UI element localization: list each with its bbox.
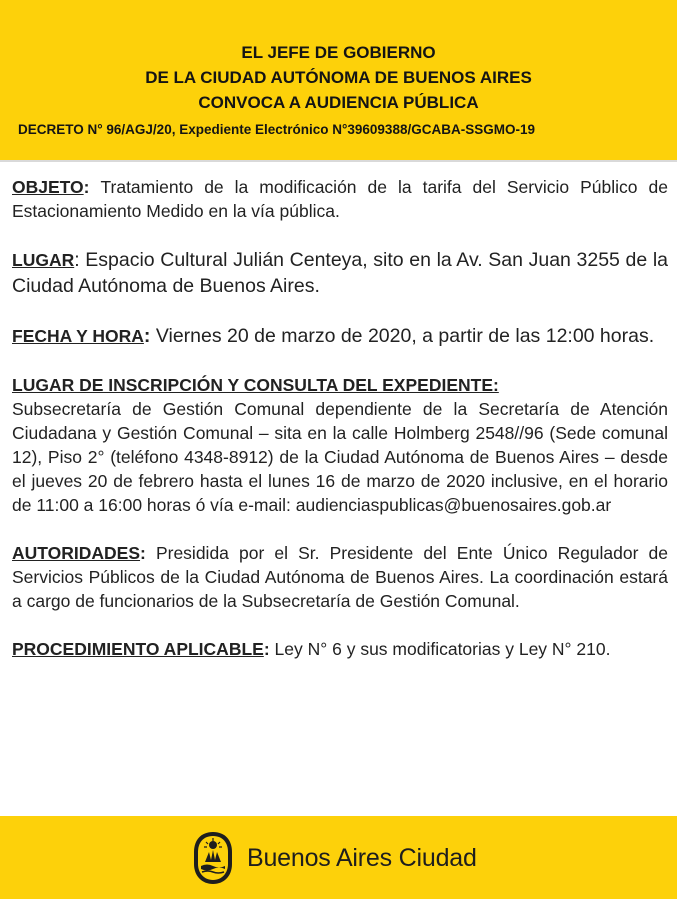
lugar-text: Espacio Cultural Julián Centeya, sito en la Av. San Juan 3255 de la Ciudad Autónoma de Buenos Aires. bbox=[12, 249, 668, 297]
header-title-line1: EL JEFE DE GOBIERNO bbox=[241, 43, 436, 62]
city-shield-icon bbox=[191, 830, 235, 886]
header-title-line2: DE LA CIUDAD AUTÓNOMA DE BUENOS AIRES bbox=[145, 68, 532, 87]
autoridades-label: AUTORIDADES bbox=[12, 543, 141, 563]
header-banner bbox=[0, 0, 677, 162]
notice-body bbox=[12, 175, 668, 685]
objeto-text: Tratamiento de la modificación de la tarifa del Servicio Público de Estacionamiento Medido en la vía pública. bbox=[12, 177, 668, 221]
section-inscripcion bbox=[12, 373, 668, 517]
section-procedimiento: PROCEDIMIENTO APLICABLE: Ley N° 6 y sus modificatorias y Ley N° 210. bbox=[12, 639, 611, 659]
logo-text: Buenos Aires Ciudad bbox=[247, 844, 477, 872]
decreto-reference: DECRETO N° 96/AGJ/20, Expediente Electrónico N°39609388/GCABA-SSGMO-19 bbox=[18, 122, 535, 137]
autoridades-text: Presidida por el Sr. Presidente del Ente Único Regulador de Servicios Públicos de la Ciudad Autónoma de Buenos Aires. La coordinación estará a cargo de funcionarios de la Subsecretaría de Gestión Comunal. bbox=[12, 543, 668, 611]
inscripcion-label: LUGAR DE INSCRIPCIÓN Y CONSULTA DEL EXPEDIENTE: bbox=[12, 375, 499, 395]
inscripcion-text: Subsecretaría de Gestión Comunal dependiente de la Secretaría de Atención Ciudadana y Gestión Comunal – sita en la calle Holmberg 2548//96 (Sede comunal 12), Piso 2° (teléfono 4348-8912) de la Ciudad Autónoma de Buenos Aires – desde el jueves 20 de febrero hasta el lunes 16 de marzo de 2020 inclusive, en el horario de 11:00 a 16:00 horas ó vía e-mail: audienciaspublicas@buenosaires.gob.ar bbox=[12, 399, 668, 515]
procedimiento-label: PROCEDIMIENTO APLICABLE bbox=[12, 639, 264, 659]
footer-banner bbox=[0, 816, 677, 899]
section-lugar: LUGAR: Espacio Cultural Julián Centeya, sito en la Av. San Juan 3255 de la Ciudad Autónoma de Buenos Aires. bbox=[12, 249, 668, 297]
objeto-label: OBJETO bbox=[12, 177, 84, 197]
fecha-label: FECHA Y HORA bbox=[12, 326, 144, 346]
fecha-text: Viernes 20 de marzo de 2020, a partir de las 12:00 horas. bbox=[155, 325, 655, 347]
section-objeto: OBJETO: Tratamiento de la modificación de la tarifa del Servicio Público de Estacionamiento Medido en la vía pública. bbox=[12, 177, 668, 221]
header-title-line3: CONVOCA A AUDIENCIA PÚBLICA bbox=[198, 93, 479, 112]
section-autoridades: AUTORIDADES: Presidida por el Sr. Presidente del Ente Único Regulador de Servicios Públicos de la Ciudad Autónoma de Buenos Aires. La coordinación estará a cargo de funcionarios de la Subsecretaría de Gestión Comunal. bbox=[12, 543, 668, 611]
procedimiento-text: Ley N° 6 y sus modificatorias y Ley N° 210. bbox=[274, 639, 611, 659]
lugar-label: LUGAR bbox=[12, 250, 75, 270]
section-fecha: FECHA Y HORA: Viernes 20 de marzo de 2020, a partir de las 12:00 horas. bbox=[12, 325, 655, 347]
